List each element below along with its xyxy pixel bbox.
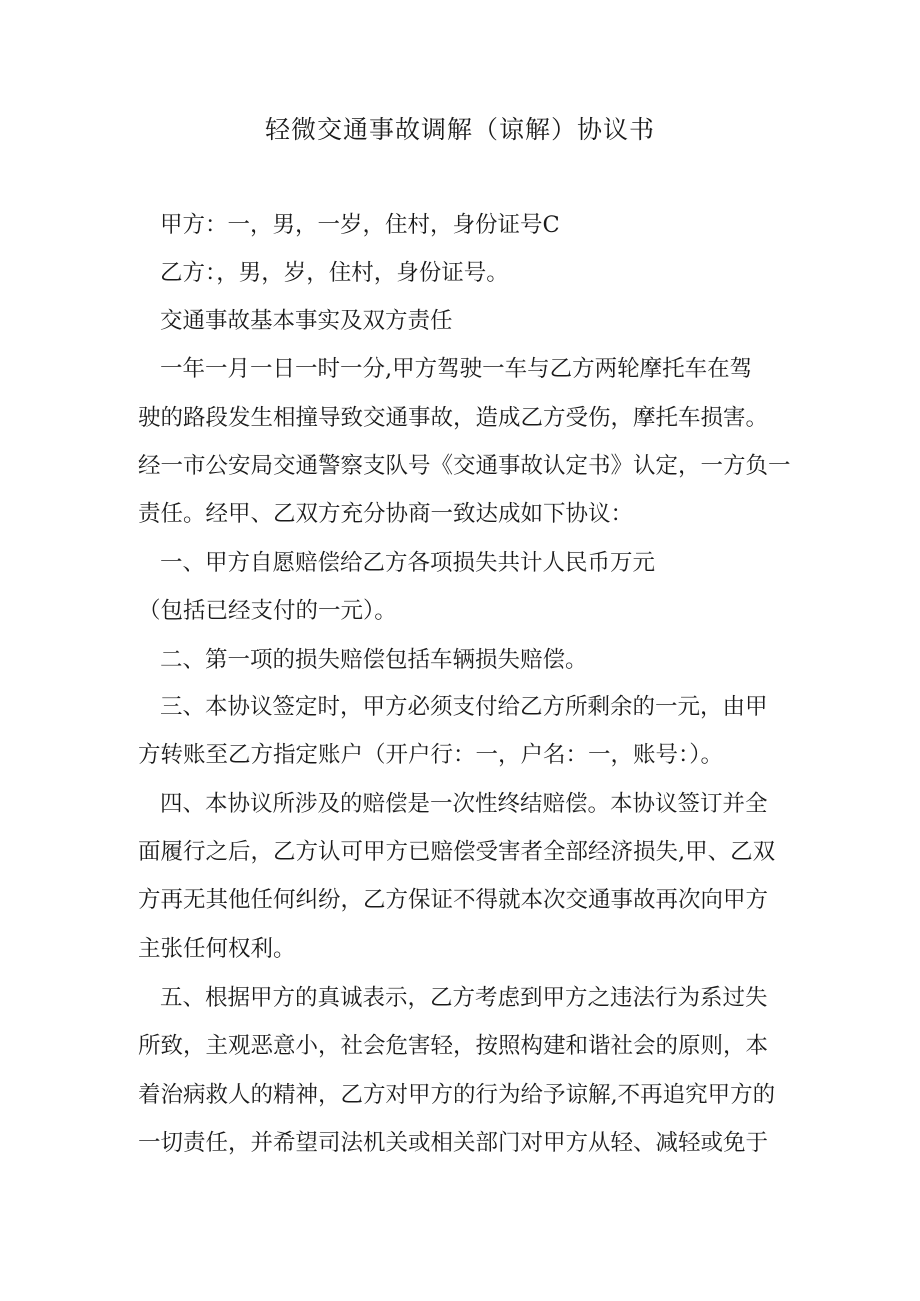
party-b-info: 乙方：，男，岁，住村，身份证号。	[160, 260, 509, 286]
section-heading: 交通事故基本事实及双方责任	[160, 308, 453, 334]
party-a-info: 甲方：一，男，一岁，住村，身份证号C	[160, 212, 560, 238]
clause-1-continued: （包括已经支付的一元）。	[138, 598, 397, 624]
paragraph-line: 经一市公安局交通警察支队号《交通事故认定书》认定，一方负一	[138, 453, 791, 479]
paragraph-line: 驶的路段发生相撞导致交通事故，造成乙方受伤，摩托车损害。	[138, 405, 769, 431]
clause-3: 三、本协议签定时，甲方必须支付给乙方所剩余的一元，由甲	[160, 694, 768, 720]
clause-4-continued: 面履行之后，乙方认可甲方已赔偿受害者全部经济损失,甲、乙双	[138, 839, 776, 865]
document-title: 轻微交通事故调解（谅解）协议书	[264, 115, 655, 144]
clause-1: 一、甲方自愿赔偿给乙方各项损失共计人民币万元	[160, 550, 656, 576]
clause-4-continued: 主张任何权利。	[138, 936, 296, 962]
clause-4: 四、本协议所涉及的赔偿是一次性终结赔偿。本协议签订并全	[160, 791, 768, 817]
clause-5-continued: 一切责任，并希望司法机关或相关部门对甲方从轻、减轻或免于	[138, 1130, 769, 1156]
clause-4-continued: 方再无其他任何纠纷，乙方保证不得就本次交通事故再次向甲方	[138, 887, 769, 913]
paragraph-line: 责任。经甲、乙双方充分协商一致达成如下协议：	[138, 501, 634, 527]
paragraph-line: 一年一月一日一时一分,甲方驾驶一车与乙方两轮摩托车在驾	[160, 356, 753, 382]
clause-5: 五、根据甲方的真诚表示，乙方考虑到甲方之违法行为系过失	[160, 985, 768, 1011]
clause-2: 二、第一项的损失赔偿包括车辆损失赔偿。	[160, 647, 588, 673]
clause-5-continued: 着治病救人的精神，乙方对甲方的行为给予谅解,不再追究甲方的	[138, 1082, 776, 1108]
clause-5-continued: 所致，主观恶意小，社会危害轻，按照构建和谐社会的原则，本	[138, 1033, 769, 1059]
clause-3-continued: 方转账至乙方指定账户（开户行：一，户名：一，账号：）。	[138, 742, 724, 768]
